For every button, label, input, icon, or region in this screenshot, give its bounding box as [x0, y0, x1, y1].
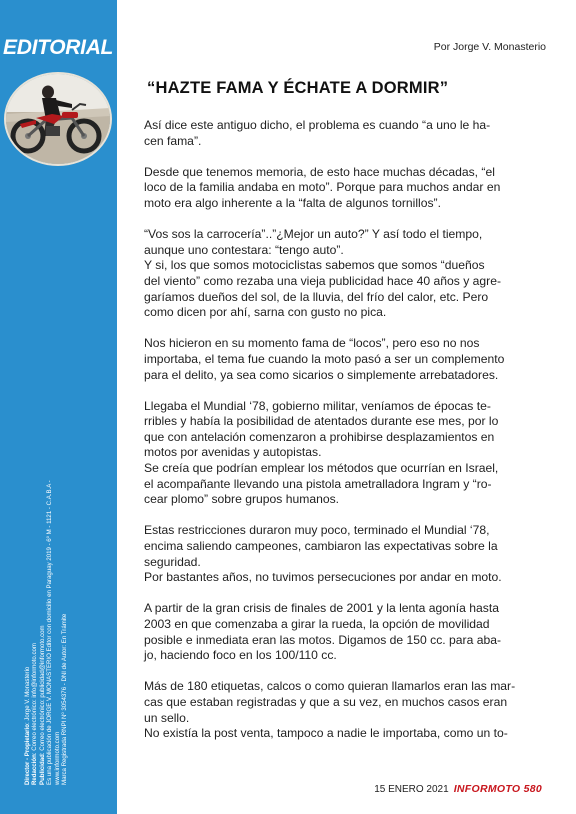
paragraph — [144, 227, 542, 321]
text-line: para el delito, ya sea como sicarios o simplemente arrebatadores. — [144, 367, 499, 382]
credit-line: Director - Propietario: Jorge V. Monasterio — [24, 666, 31, 785]
paragraph — [144, 679, 542, 741]
text-line: Desde que tenemos memoria, de esto hace muchas décadas, “el — [144, 164, 495, 179]
text-line: cen fama”. — [144, 133, 202, 148]
text-line: Llegaba el Mundial ‘78, gobierno militar, veníamos de épocas te- — [144, 398, 491, 413]
sidebar — [0, 0, 117, 814]
byline: Por Jorge V. Monasterio — [433, 41, 546, 53]
text-line: seguridad. — [144, 554, 201, 569]
paragraph — [144, 399, 542, 508]
text-line: aunque uno contestara: “tengo auto”. — [144, 242, 344, 257]
publication-name: INFORMOTO 580 — [453, 783, 542, 795]
text-line: que con antelación comenzaron a prohibirse desplazamientos en — [144, 429, 495, 444]
text-line: Así dice este antiguo dicho, el problema es cuando “a uno le ha- — [144, 118, 491, 132]
text-line: Y si, los que somos motociclistas sabemos que somos “dueños — [144, 258, 485, 273]
paragraph — [144, 165, 542, 212]
text-line: cas que estaban registradas y que a su vez, en muchos casos eran — [144, 694, 508, 709]
text-line: motos por avenidas y autopistas. — [144, 445, 322, 460]
text-line: “Vos sos la carrocería”..”¿Mejor un auto?” Y así todo el tiempo, — [144, 227, 483, 242]
issue-date: 15 ENERO 2021 — [374, 784, 449, 795]
text-line: el acompañante llevando una pistola ametralladora Ingram y “ro- — [144, 476, 492, 491]
text-line: como dicen por ahí, sarna con gusto no pica. — [144, 305, 387, 320]
paragraph — [144, 336, 542, 383]
text-line: 2003 en que comenzaba a girar la rueda, la opción de movilidad — [144, 617, 490, 631]
text-line: Se creía que podrían emplear los métodos que ocurrían en Israel, — [144, 461, 499, 476]
article-body — [144, 118, 542, 757]
credit-line: Es una publicación de JORGE V. MONASTERIO Editor con domicilio en Paraguay 2019 - 6º M - 1121 - C.A.B.A - — [46, 480, 54, 785]
text-line: moto era algo inherente a la “falta de algunos tornillos”. — [144, 195, 441, 210]
text-line: cear plomo” sobre grupos humanos. — [144, 492, 340, 507]
text-line: Estas restricciones duraron muy poco, terminado el Mundial ‘78, — [144, 523, 490, 538]
credit-line: Redacción: Correo electrónico: info@informoto.com — [31, 642, 39, 785]
text-line: rribles y había la posibilidad de atentados durante ese mes, por lo — [144, 414, 499, 429]
text-line: Nos hicieron en su momento fama de “locos”, pero eso no nos — [144, 336, 480, 351]
publication-credits — [24, 25, 68, 785]
text-line: encima saliendo campeones, cambiaron las expectativas sobre la — [144, 539, 498, 554]
text-line: No existía la post venta, tampoco a nadie le importaba, como un to- — [144, 726, 508, 741]
credit-line: Marca Registrada RNPI Nº 3054376 - DNI de Autor: En Trámite — [61, 613, 69, 785]
text-line: loco de la familia andaba en moto”. Porque para muchos andar en — [144, 180, 501, 195]
page-footer — [374, 783, 542, 795]
credit-line: Publicidad: Correo electrónico: publicidad@informoto.com — [38, 625, 46, 785]
text-line: A partir de la gran crisis de finales de 2001 y la lenta agonía hasta — [144, 601, 500, 616]
text-line: posible e inmediata eran las motos. Digamos de 150 cc. para aba- — [144, 632, 501, 647]
headline: “HAZTE FAMA Y ÉCHATE A DORMIR” — [147, 79, 449, 97]
text-line: garíamos dueños del sol, de la lluvia, del frío del calor, etc. Pero — [144, 289, 489, 304]
text-line: jo, haciendo foco en los 100/110 cc. — [144, 648, 337, 663]
section-label: EDITORIAL — [3, 36, 114, 59]
paragraph — [144, 523, 542, 585]
text-line: del viento” como rezaba una vieja publicidad hace 40 años y agre- — [144, 273, 502, 288]
text-line: Más de 180 etiquetas, calcos o como quieran llamarlos eran las mar- — [144, 679, 516, 694]
paragraph — [144, 118, 542, 149]
text-line: Por bastantes años, no tuvimos persecuciones por andar en moto. — [144, 570, 502, 585]
text-line: un sello. — [144, 710, 190, 725]
paragraph — [144, 601, 542, 663]
credit-line: www.informoto.com — [53, 731, 61, 785]
text-line: importaba, el tema fue cuando la moto pasó a ser un complemento — [144, 351, 505, 366]
